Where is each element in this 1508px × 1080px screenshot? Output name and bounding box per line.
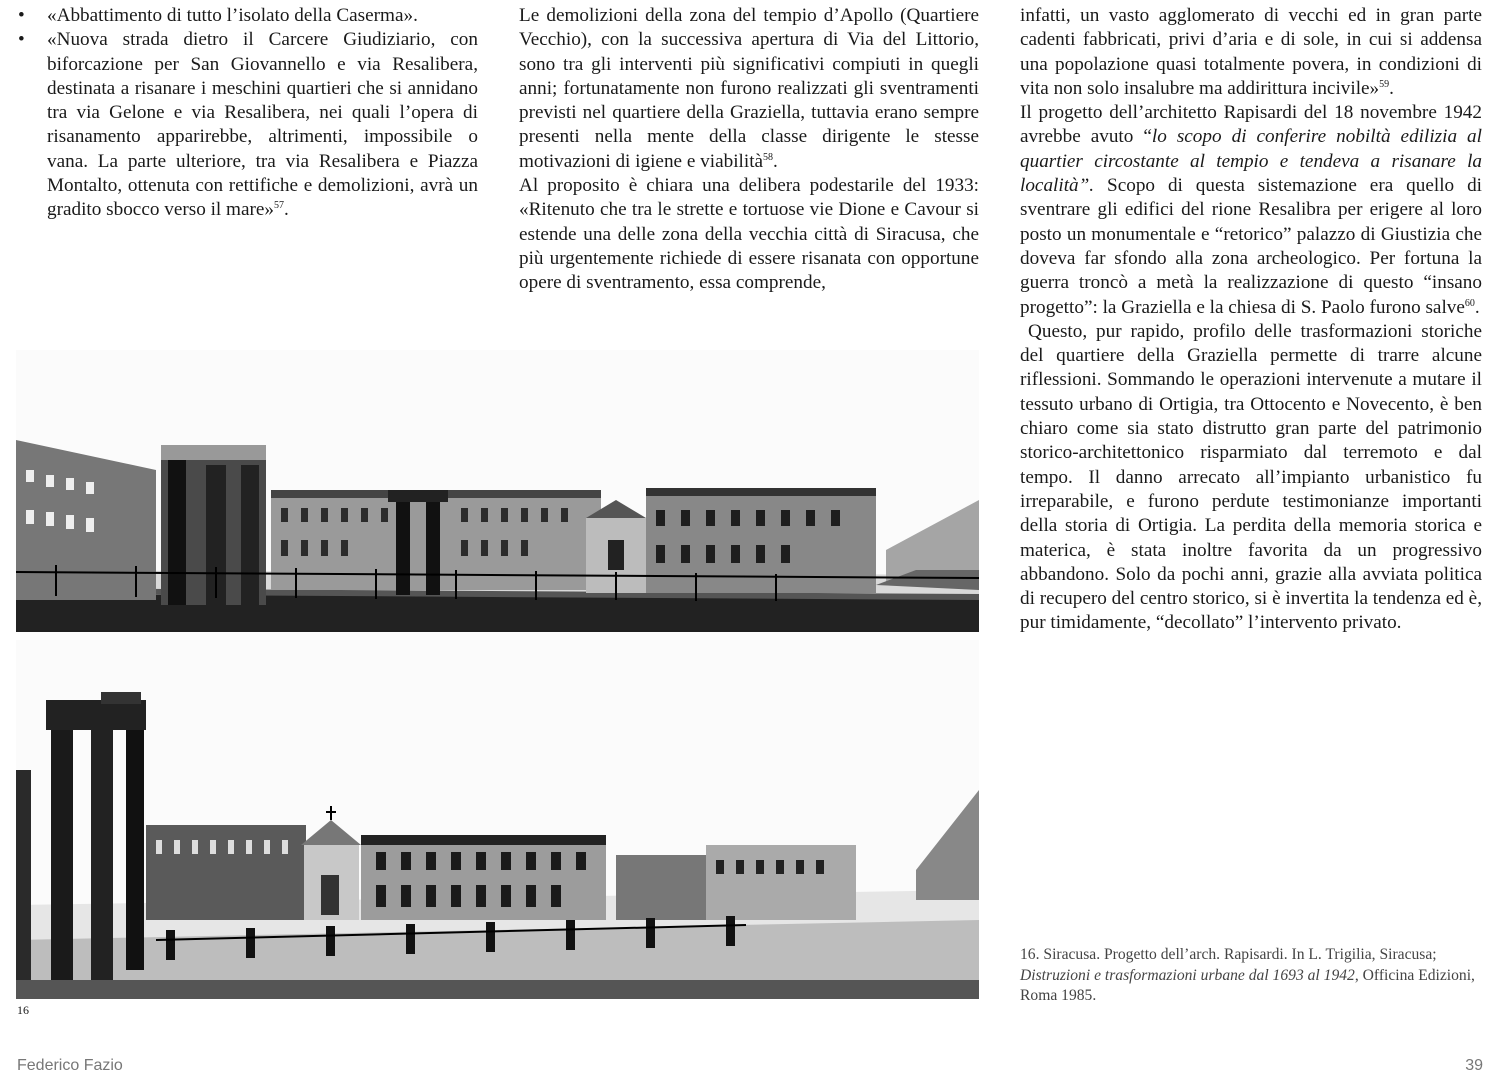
footnote-ref: 58 bbox=[763, 151, 774, 163]
drawing-top bbox=[16, 350, 979, 632]
caption-text: , Officina Edizioni, Roma 1985. bbox=[1020, 966, 1475, 1004]
bullet-text: «Nuova strada dietro il Carcere Giudiziario, con biforcazione per San Giovannello e via Resalibera, destinata a risanare i meschini quartieri che si annidano tra via Gelone e via Resalibera, nei quali l’opera di risanamento apparirebbe, altrimenti, impossibile o vana. La parte ulteriore, tra via Resalibera e Piazza Montalto, ottenuta con rettifiche e demolizioni, avrà un gradito sbocco verso il mare» bbox=[47, 29, 478, 221]
text-column-3 bbox=[1020, 4, 1482, 636]
caption-italic-title: Distruzioni e trasformazioni urbane dal 1693 al 1942 bbox=[1020, 966, 1355, 984]
bullet-text: «Abbattimento di tutto l’isolato della Caserma». bbox=[47, 5, 418, 26]
paragraph-text: Il progetto dell’architetto Rapisardi del 18 novembre 1942 avrebbe avuto “ bbox=[1020, 102, 1482, 148]
paragraph-text: Le demolizioni della zona del tempio d’Apollo (Quartiere Vecchio), con la successiva apertura di Via del Littorio, sono tra gli interventi più significativi compiuti in quegli anni; fortunatamente non furono realizzati gli sventramenti previsti nel quartiere della Graziella, tuttavia erano sempre presenti nella mente della classe dirigente le stesse motivazioni di igiene e viabilità bbox=[519, 5, 979, 172]
bullet-item: • «Nuova strada dietro il Carcere Giudiziario, con biforcazione per San Giovannello e via Resalibera, destinata a risanare i meschini quartieri che si annidano tra via Gelone e via Resalibera, nei quali l’opera di risanamento apparirebbe, altrimenti, impossibile o vana. La parte ulteriore, tra via Resalibera e Piazza Montalto, ottenuta con rettifiche e demolizioni, avrà un gradito sbocco verso il mare»$^{57}$. bbox=[18, 28, 478, 222]
paragraph: Questo, pur rapido, profilo delle trasformazioni storiche del quartiere della Graziella permette di trarre alcune riflessioni. Sommando le operazioni intervenute a mutare il tessuto urbano di Ortigia, tra Ottocento e Novecento, è ben chiaro come sia stato distrutto gran parte del patrimonio storico-architettonico risparmiato dal terremoto e dal tempo. Il danno arrecato all’impianto urbanistico fu irreparabile, e furono perdute testimonianze importanti della storia di Ortigia. La perdita della memoria storica e materica, è stata inoltre favorita da un progressivo abbandono. Solo da pochi anni, grazie alla avviata politica di recupero del centro storico, si è invertita la tendenza ed è, pur timidamente, “decollato” l’intervento privato. bbox=[1020, 320, 1482, 634]
paragraph: Il progetto dell’architetto Rapisardi del 18 novembre 1942 avrebbe avuto “lo scopo di conferire nobiltà edilizia al quartier circostante al tempio e tendeva a risanare la località”. Scopo di questa sistemazione era quello di sventrare gli edifici del rione Resalibra per erigere al loro posto un monumentale e “retorico” palazzo di Giustizia che doveva far sfondo alla zona archeologico. Per fortuna la guerra troncò a metà la realizzazione di questo “insano progetto”: la Graziella e la chiesa di S. Paolo furono salve$^{60}$. bbox=[1020, 102, 1482, 318]
bullet-list bbox=[18, 4, 478, 223]
footer-author: Federico Fazio bbox=[17, 1057, 123, 1074]
figure-caption bbox=[1020, 945, 1480, 1007]
drawing-bottom bbox=[16, 640, 979, 999]
perspective-drawing-top bbox=[16, 350, 979, 632]
caption-text: 16. Siracusa. Progetto dell’arch. Rapisardi. In L. Trigilia, Siracusa; bbox=[1020, 946, 1437, 963]
footnote-ref: 60 bbox=[1464, 297, 1475, 309]
footnote-ref: 59 bbox=[1379, 78, 1390, 90]
text-column-1 bbox=[18, 4, 478, 223]
paragraph-text: infatti, un vasto agglomerato di vecchi ed in gran parte cadenti fabbricati, privi d’aria e di sole, in cui si addensa una popolazione quasi totalmente povera, in condizioni di vita non solo insalubre ma addirittura incivile» bbox=[1020, 5, 1482, 99]
figure-number: 16 bbox=[17, 1003, 29, 1017]
bullet-item bbox=[18, 4, 478, 28]
perspective-drawing-bottom bbox=[16, 640, 979, 999]
page-number: 39 bbox=[1465, 1057, 1483, 1074]
paragraph-text: Scopo di questa sistemazione era quello di sventrare gli edifici del rione Resalibra per erigere al loro posto un monumentale e “retorico” palazzo di Giustizia che doveva far sfondo alla zona archeologico. Per fortuna la guerra troncò a metà la realizzazione di questo “insano progetto”: la Graziella e la chiesa di S. Paolo furono salve bbox=[1020, 175, 1482, 318]
footnote-ref: 57 bbox=[273, 200, 284, 212]
paragraph: Al proposito è chiara una delibera podestarile del 1933: «Ritenuto che tra le strette e tortuose vie Dione e Cavour si estende una delle zona della vecchia città di Siracusa, che più urgentemente richiede di essere risanata con opportune opere di sventramento, essa comprende, bbox=[519, 175, 979, 294]
italic-quote: lo scopo di conferire nobiltà edilizia al quartier circostante al tempio e tendeva a risanare la località”. bbox=[1020, 126, 1482, 197]
text-column-2 bbox=[519, 4, 979, 296]
paragraph: Le demolizioni della zona del tempio d’Apollo (Quartiere Vecchio), con la successiva apertura di Via del Littorio, sono tra gli interventi più significativi compiuti in quegli anni; fortunatamente non furono realizzati gli sventramenti previsti nel quartiere della Graziella, tuttavia erano sempre presenti nella mente della classe dirigente le stesse motivazioni di igiene e viabilità$^{58}$. bbox=[519, 5, 979, 172]
paragraph: infatti, un vasto agglomerato di vecchi ed in gran parte cadenti fabbricati, privi d’aria e di sole, in cui si addensa una popolazione quasi totalmente povera, in condizioni di vita non solo insalubre ma addirittura incivile»$^{59}$. bbox=[1020, 5, 1482, 99]
